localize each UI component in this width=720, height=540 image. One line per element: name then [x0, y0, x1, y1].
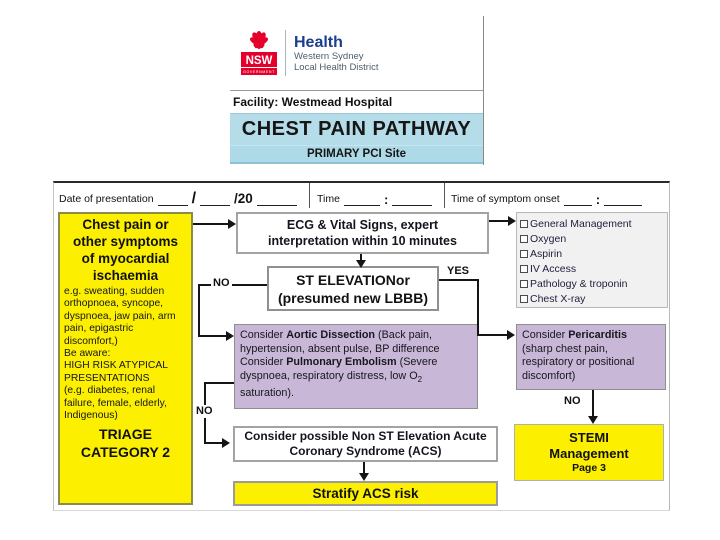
arrow-aortic-no: [204, 442, 224, 444]
checkbox-general-management[interactable]: [520, 220, 528, 228]
date-label: Date of presentation: [59, 193, 154, 205]
onset-colon: :: [595, 192, 601, 207]
arrow-st-yes: [477, 334, 509, 336]
arrow-st-no: [198, 284, 267, 286]
health-brand: Health: [294, 33, 343, 51]
nsteacs-line1: Consider possible Non ST Elevation Acute: [244, 429, 487, 443]
stemi-line2: Management: [549, 446, 629, 461]
st-line2: (presumed new LBBB): [277, 289, 429, 306]
checklist-label: General Management: [530, 217, 632, 230]
page-title: CHEST PAIN PATHWAY: [230, 113, 483, 145]
date-year-blank[interactable]: [257, 193, 297, 206]
meta-divider-2: [444, 183, 445, 208]
time-label: Time: [317, 193, 340, 205]
checkbox-pathology-troponin[interactable]: [520, 280, 528, 288]
checklist-label: Pathology & troponin: [530, 277, 628, 290]
chest-pain-box: [58, 212, 193, 505]
date-year-prefix: /20: [234, 191, 253, 206]
st-line1: ST ELEVATIONor: [296, 271, 410, 288]
arrow-st-no: [198, 284, 200, 337]
aortic-paragraph: Consider Aortic Dissection (Back pain, hypertension, absent pulse, BP difference: [240, 329, 440, 355]
date-day-blank[interactable]: [158, 193, 188, 206]
document-header: [230, 16, 484, 165]
arrowhead: [359, 473, 369, 481]
date-slash: /: [191, 190, 197, 207]
date-month-blank[interactable]: [200, 193, 230, 206]
arrow-aortic-no: [204, 382, 234, 384]
checklist-item: [520, 246, 665, 261]
checklist-item: [520, 216, 665, 231]
ecg-line2: interpretation within 10 minutes: [268, 234, 457, 248]
logo-government-text: GOVERNMENT: [243, 70, 275, 74]
checklist-label: Aspirin: [530, 247, 563, 260]
arrow-pericarditis-no: [592, 390, 594, 418]
stemi-management-box: [514, 424, 664, 481]
time-minute-blank[interactable]: [392, 193, 432, 206]
yes-label-st: YES: [447, 265, 470, 277]
checklist-item: [520, 261, 665, 276]
general-management-checklist: [516, 212, 668, 308]
arrowhead: [588, 416, 598, 424]
district-line2: Local Health District: [294, 61, 379, 73]
arrowhead: [508, 216, 516, 226]
arrowhead: [356, 260, 366, 268]
nsteacs-line2: Coronary Syndrome (ACS): [289, 444, 442, 458]
st-elevation-box: [267, 266, 439, 311]
pe-paragraph: Consider Pulmonary Embolism (Severe dyspnoea, respiratory distress, low $O_2$ saturation).: [240, 356, 438, 399]
time-colon: :: [383, 192, 389, 207]
arrow-st-yes: [477, 279, 479, 336]
aortic-dissection-pe-box: [234, 324, 478, 409]
checklist-item: [520, 231, 665, 246]
triage-category: TRIAGE CATEGORY 2: [80, 426, 171, 461]
checklist-label: Chest X-ray: [530, 292, 586, 305]
nsw-health-logo: [230, 16, 483, 90]
logo-divider: [285, 30, 286, 76]
arrowhead: [228, 219, 236, 229]
arrow-st-yes: [439, 279, 479, 281]
checkbox-chest-xray[interactable]: [520, 295, 528, 303]
time-hour-blank[interactable]: [344, 193, 380, 206]
pericarditis-box: Consider Pericarditis (sharp chest pain, respiratory or positional discomfort): [516, 324, 666, 390]
ecg-line1: ECG & Vital Signs, expert: [286, 218, 439, 232]
chest-pain-atypical: HIGH RISK ATYPICAL PRESENTATIONS: [64, 360, 168, 384]
district-line1: Western Sydney: [294, 50, 364, 62]
onset-minute-blank[interactable]: [604, 193, 642, 206]
meta-row: [54, 183, 669, 209]
ecg-vital-signs-box: [236, 212, 489, 254]
onset-label: Time of symptom onset: [451, 193, 560, 205]
facility-label: Facility: Westmead Hospital: [230, 90, 483, 113]
arrow-chestpain-to-ecg: [193, 223, 229, 225]
checklist-item: [520, 291, 665, 306]
onset-hour-blank[interactable]: [564, 193, 592, 206]
stemi-page-ref: Page 3: [572, 462, 606, 474]
chest-pain-examples: e.g. sweating, sudden orthopnoea, syncope, dyspnoea, jaw pain, arm pain, epigastric discomfort,): [64, 286, 176, 347]
nsteacs-box: [233, 426, 498, 462]
no-label-aortic: NO: [196, 405, 213, 417]
arrowhead: [226, 331, 234, 341]
meta-divider-1: [309, 183, 310, 208]
chest-pain-be-aware: Be aware:: [64, 348, 111, 360]
no-label-pericarditis: NO: [564, 395, 581, 407]
stemi-line1: STEMI: [569, 430, 609, 445]
arrowhead: [507, 330, 515, 340]
checklist-label: Oxygen: [530, 232, 567, 245]
chest-pain-title: Chest pain or other symptoms of myocardial ischaemia: [72, 217, 179, 283]
time-of-presentation: [317, 186, 432, 206]
nsw-waratah-icon: [240, 28, 278, 78]
time-of-symptom-onset: [451, 186, 642, 206]
checklist-item: [520, 276, 665, 291]
no-label-st: NO: [213, 277, 230, 289]
arrow-st-no: [198, 335, 228, 337]
checkbox-oxygen[interactable]: [520, 235, 528, 243]
arrow-ecg-to-checklist: [489, 220, 510, 222]
pathway-flowchart: [53, 181, 670, 511]
stratify-acs-risk-box: Stratify ACS risk: [233, 481, 498, 506]
checklist-label: IV Access: [530, 262, 577, 275]
checkbox-iv-access[interactable]: [520, 265, 528, 273]
date-of-presentation: [59, 186, 297, 206]
page-subtitle: PRIMARY PCI Site: [230, 145, 483, 164]
logo-nsw-text: NSW: [245, 55, 273, 67]
chest-pain-atypical-examples: (e.g. diabetes, renal failure, female, elderly, Indigenous): [64, 385, 167, 422]
checkbox-aspirin[interactable]: [520, 250, 528, 258]
arrowhead: [222, 438, 230, 448]
